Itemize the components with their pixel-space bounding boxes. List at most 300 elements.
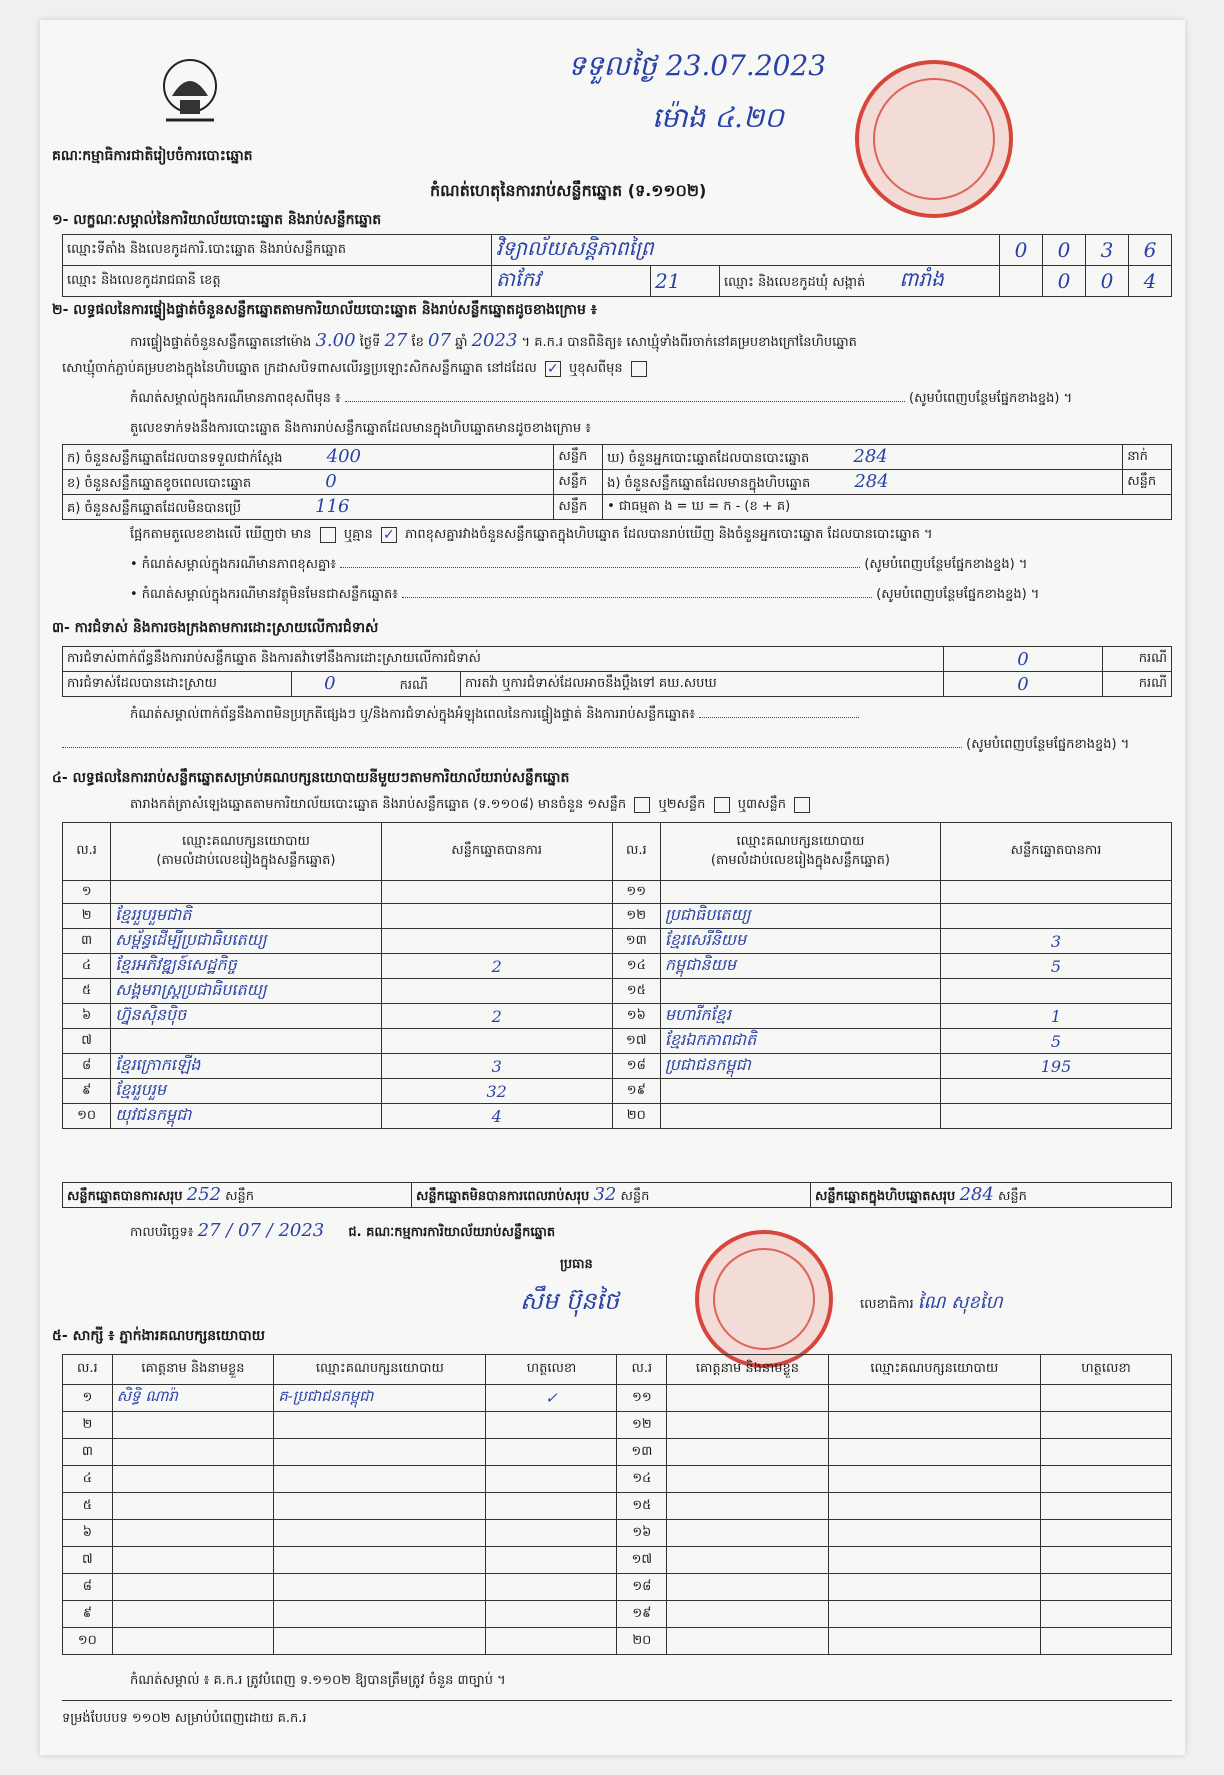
verification-line1 — [130, 330, 1180, 353]
table-row — [63, 929, 1172, 954]
bullet2-dots — [402, 597, 872, 598]
has-difference-checkbox[interactable] — [320, 527, 336, 543]
col-party-text: ឈ្មោះគណបក្សនយោបាយ — [736, 833, 865, 849]
text-three-sheets: ឬ៣សន្លឹក — [737, 797, 786, 812]
verify-time-handwriting: 3.00 — [315, 330, 356, 351]
total-box-value: 284 — [959, 1183, 994, 1205]
party-name: ប្រជាជនកម្ពុជា — [660, 1054, 940, 1079]
party-votes: 3 — [940, 929, 1171, 954]
footer-divider — [62, 1700, 1172, 1701]
table-row — [63, 1520, 1172, 1547]
station-name-handwriting: វិទ្យាល័យសន្តិភាពព្រៃ — [496, 236, 654, 260]
total-box — [811, 1183, 1172, 1208]
date-line — [130, 1220, 555, 1243]
witness-name — [667, 1520, 828, 1547]
text-change-note: កំណត់សម្គាល់ក្នុងករណីមានភាពខុសពីមុន ៖ — [130, 391, 341, 406]
witness-name — [667, 1466, 828, 1493]
row-no: ២០ — [612, 1104, 660, 1129]
verify-month-handwriting: 07 — [428, 330, 451, 351]
row-no: ១៩ — [612, 1079, 660, 1104]
three-sheets-checkbox[interactable] — [794, 797, 810, 813]
row-no: ៦ — [63, 1004, 111, 1029]
witness-party — [274, 1466, 486, 1493]
witness-signature — [1040, 1574, 1171, 1601]
row-no: ៥ — [63, 979, 111, 1004]
objection-label: ការជំទាស់ពាក់ព័ន្ធនឹងការរាប់សន្លឹកឆ្នោត និងការតវ៉ាទៅនឹងការដោះស្រាយលើការជំទាស់ — [63, 647, 944, 672]
party-votes — [381, 904, 612, 929]
footer-text: ទម្រង់បែបបទ ១១០២ សម្រាប់បំពេញដោយ គ.ក.រ — [62, 1711, 307, 1726]
witness-signature — [486, 1493, 617, 1520]
text-subtitle: តារាងកត់ត្រាសំឡេងឆ្នោតតាមការិយាល័យបោះឆ្នោត និងរាប់សន្លឹកឆ្នោត (ទ.១១០៨) មានចំនួន ១សន្លឹក — [130, 797, 627, 812]
unchanged-checkbox[interactable]: ✓ — [545, 361, 561, 377]
col-party-text: ឈ្មោះគណបក្សនយោបាយ — [181, 833, 310, 849]
section3-table — [62, 646, 1172, 697]
station-code-2 — [1043, 235, 1086, 266]
irregularity-line2 — [62, 736, 1172, 755]
figure-kho — [603, 445, 1123, 470]
party-name: មហារីកខ្មែរ — [660, 1004, 940, 1029]
party-name — [111, 881, 381, 904]
text-none: ឬគ្មាន — [343, 527, 373, 542]
witness-signature — [1040, 1466, 1171, 1493]
unit: សន្លឹក — [997, 1188, 1027, 1204]
text-bullet1: • កំណត់សម្គាល់ក្នុងករណីមានភាពខុសគ្នា៖ — [130, 557, 337, 572]
table-row — [63, 1079, 1172, 1104]
col-party-sub: (តាមលំដាប់លេខរៀងក្នុងសន្លឹកឆ្នោត) — [156, 852, 336, 868]
station-code-3 — [1086, 235, 1129, 266]
table-row — [63, 954, 1172, 979]
complaint-value — [944, 672, 1103, 697]
col-sign: ហត្ថលេខា — [486, 1355, 617, 1385]
one-sheet-checkbox[interactable] — [634, 797, 650, 813]
table-row — [63, 1004, 1172, 1029]
witness-party — [828, 1493, 1040, 1520]
bottom-note: កំណត់សម្គាល់ ៖ គ.ក.រ ត្រូវបំពេញ ទ.១១០២ ឱ្យបានត្រឹមត្រូវ ចំនួន ៣ច្បាប់ ។ — [130, 1673, 506, 1688]
label-ngo: ង) ចំនួនសន្លឹកឆ្នោតដែលមានក្នុងហិបឆ្នោត — [607, 475, 811, 491]
irregularity-dots — [699, 717, 859, 718]
resolved-value-handwriting: 0 — [324, 672, 336, 694]
table-row — [63, 1493, 1172, 1520]
text-fill-more: (សូមបំពេញបន្ថែមផ្នែកខាងខ្នង) ។ — [876, 587, 1040, 602]
total-invalid-value: 32 — [593, 1183, 617, 1205]
witness-party — [274, 1601, 486, 1628]
date-value: 27 / 07 / 2023 — [197, 1220, 325, 1241]
changed-checkbox[interactable] — [631, 361, 647, 377]
row-no: ១៦ — [612, 1004, 660, 1029]
col-votes: សន្លឹកឆ្នោតបានការ — [940, 823, 1171, 881]
witness-signature — [486, 1439, 617, 1466]
official-seal-bottom — [695, 1230, 833, 1368]
no-difference-checkbox[interactable]: ✓ — [381, 527, 397, 543]
party-name: ខ្មែររួបរួមជាតិ — [111, 904, 381, 929]
row-no: ៣ — [63, 929, 111, 954]
table-row — [63, 1574, 1172, 1601]
table-row — [63, 1466, 1172, 1493]
province-value — [492, 266, 651, 297]
chair-label: ប្រធាន — [560, 1257, 593, 1272]
witness-name — [112, 1493, 273, 1520]
resolved-value — [292, 672, 461, 697]
commune-name-handwriting: ពារាំង — [899, 267, 944, 291]
row-no: ១៥ — [612, 979, 660, 1004]
code-digit: 6 — [1143, 238, 1157, 262]
value-kha: 0 — [325, 470, 337, 492]
date-label: កាលបរិច្ឆេទ៖ — [130, 1225, 194, 1240]
table-row — [63, 904, 1172, 929]
party-votes: 32 — [381, 1079, 612, 1104]
form-sheet — [40, 20, 1185, 1755]
party-votes: 5 — [940, 1029, 1171, 1054]
row-no: ២ — [63, 1412, 113, 1439]
witness-signature — [486, 1547, 617, 1574]
col-votes: សន្លឹកឆ្នោតបានការ — [381, 823, 612, 881]
party-votes — [940, 1079, 1171, 1104]
text-fill-more: (សូមបំពេញបន្ថែមផ្នែកខាងខ្នង) ។ — [909, 391, 1073, 406]
col-no: ល.រ — [612, 823, 660, 881]
text-fill-more: (សូមបំពេញបន្ថែមផ្នែកខាងខ្នង) ។ — [966, 737, 1130, 752]
secretary-signature: ណៃ សុខហៃ — [917, 1292, 1003, 1313]
witness-signature — [486, 1628, 617, 1655]
party-votes — [381, 979, 612, 1004]
witness-name: សិទ្ធិ ណារ៉ា — [112, 1385, 273, 1412]
witness-party — [274, 1547, 486, 1574]
difference-line — [130, 526, 1180, 545]
form-title: កំណត់ហេតុនៃការរាប់សន្លឹកឆ្នោត (ទ.១១០២) — [430, 181, 707, 200]
party-name: ខ្មែរឯកភាពជាតិ — [660, 1029, 940, 1054]
party-name: ប្រជាធិបតេយ្យ — [660, 904, 940, 929]
witness-signature — [1040, 1547, 1171, 1574]
text-verify-time: ការផ្ទៀងផ្ទាត់ចំនួនសន្លឹកឆ្នោតនៅម៉ោង — [130, 335, 312, 350]
section3-title: ៣- ការជំទាស់ និងការចងក្រងតាមការដោះស្រាយលើការជំទាស់ — [52, 620, 379, 636]
col-party — [660, 823, 940, 881]
bullet-difference — [130, 556, 1180, 575]
col-no: ល.រ — [617, 1355, 667, 1385]
text-verify-rest: ។ គ.ក.រ បានពិនិត្យ៖ សោឃ្មុំទាំងពីរចាក់នៅគម្របខាងក្រៅនៃហិបឆ្នោត — [521, 335, 857, 350]
row-no: ៥ — [63, 1493, 113, 1520]
text-has: ផ្អែកតាមតួលេខខាងលើ ឃើញថា មាន — [130, 527, 312, 542]
received-time-handwriting: ម៉ោង ៤.២០ — [652, 101, 784, 134]
col-party: ឈ្មោះគណបក្សនយោបាយ — [828, 1355, 1040, 1385]
party-votes: 195 — [940, 1054, 1171, 1079]
section4-title: ៤- លទ្ធផលនៃការរាប់សន្លឹកឆ្នោតសម្រាប់គណបក្សនយោបាយនីមួយៗតាមការិយាល័យរាប់សន្លឹកឆ្នោត — [52, 770, 570, 786]
province-label: ឈ្មោះ និងលេខកូដរាជធានី ខេត្ត — [63, 266, 492, 297]
row-no: ១៧ — [612, 1029, 660, 1054]
case-unit: ករណី — [1103, 647, 1172, 672]
witness-name — [112, 1628, 273, 1655]
party-name: ខ្មែររួបរួម — [111, 1079, 381, 1104]
resolved-label: ការជំទាស់ដែលបានដោះស្រាយ — [63, 672, 292, 697]
change-note-line — [130, 390, 1180, 409]
province-name-handwriting: តាកែវ — [496, 267, 541, 291]
figure-ka — [63, 445, 554, 470]
witness-name — [112, 1439, 273, 1466]
row-no: ១៤ — [612, 954, 660, 979]
row-no: ១១ — [617, 1385, 667, 1412]
party-name — [660, 1104, 940, 1129]
row-no: ៤ — [63, 1466, 113, 1493]
table-row — [63, 1054, 1172, 1079]
col-party-sub: (តាមលំដាប់លេខរៀងក្នុងសន្លឹកឆ្នោត) — [710, 852, 890, 868]
office-label: ជ. គណៈកម្មការការិយាល័យរាប់សន្លឹកឆ្នោត — [348, 1225, 556, 1240]
table-row — [63, 1601, 1172, 1628]
witness-signature — [1040, 1493, 1171, 1520]
witness-name — [667, 1439, 828, 1466]
witness-signature — [1040, 1439, 1171, 1466]
row-no: ១ — [63, 1385, 113, 1412]
section2-title: ២- លទ្ធផលនៃការផ្ទៀងផ្ទាត់ចំនួនសន្លឹកឆ្នោតតាមការិយាល័យបោះឆ្នោត និងរាប់សន្លឹកឆ្នោតដូចខាងក្រោម ៖ — [52, 302, 597, 318]
objection-value — [944, 647, 1103, 672]
commune-code-blank — [1000, 266, 1043, 297]
witness-name — [667, 1547, 828, 1574]
verify-year-handwriting: 2023 — [471, 330, 518, 351]
totals-table — [62, 1182, 1172, 1208]
witness-party — [274, 1628, 486, 1655]
witness-party — [828, 1466, 1040, 1493]
party-votes: 1 — [940, 1004, 1171, 1029]
witness-signature — [486, 1574, 617, 1601]
section4-subtitle — [130, 796, 814, 815]
col-party — [111, 823, 381, 881]
code-digit: 4 — [1143, 269, 1157, 293]
code-digit: 0 — [1014, 238, 1028, 262]
value-ka: 400 — [326, 445, 362, 467]
row-no: ២ — [63, 904, 111, 929]
unit: សន្លឹក — [620, 1188, 650, 1204]
emblem-logo — [158, 56, 222, 126]
figures-table — [62, 444, 1172, 520]
row-no: ១៩ — [617, 1601, 667, 1628]
party-name: ខ្មែរអភិវឌ្ឍន៍សេដ្ឋកិច្ច — [111, 954, 381, 979]
party-name: ខ្មែរសេរីនិយម — [660, 929, 940, 954]
figure-kha — [63, 470, 554, 495]
witness-signature — [486, 1601, 617, 1628]
station-code-4 — [1129, 235, 1172, 266]
text-month: ខែ — [411, 335, 424, 350]
party-votes — [940, 881, 1171, 904]
row-no: ៨ — [63, 1574, 113, 1601]
witness-table — [62, 1354, 1172, 1655]
official-seal-top — [855, 60, 1013, 218]
text-difference: ភាពខុសគ្នារវាងចំនួនសន្លឹកឆ្នោតក្នុងហិបឆ្នោត ដែលបានរាប់ឃើញ និងចំនួនអ្នកបោះឆ្នោត ដែលបានបោះឆ្នោត ។ — [405, 527, 933, 542]
text-irregularity: កំណត់សម្គាល់ពាក់ព័ន្ធនឹងភាពមិនប្រក្រតីផ្សេងៗ ឬ/និងការជំទាស់ក្នុងអំឡុងពេលនៃការផ្ទៀងផ្ទាត់ និងការរាប់សន្លឹកឆ្នោត៖ — [130, 707, 696, 722]
two-sheets-checkbox[interactable] — [714, 797, 730, 813]
witness-party — [828, 1385, 1040, 1412]
station-value — [492, 235, 1000, 266]
party-name — [660, 1079, 940, 1104]
table-row — [63, 1628, 1172, 1655]
witness-name — [112, 1520, 273, 1547]
witness-name — [112, 1574, 273, 1601]
commune-code-1 — [1043, 266, 1086, 297]
witness-name — [112, 1466, 273, 1493]
row-no: ៧ — [63, 1547, 113, 1574]
witness-party — [828, 1574, 1040, 1601]
figure-ko — [63, 495, 554, 520]
party-name — [660, 881, 940, 904]
text-changed: ឬខុសពីមុន — [568, 361, 623, 376]
figures-intro: តួលេខទាក់ទងនឹងការបោះឆ្នោត និងការរាប់សន្លឹកឆ្នោតដែលមានក្នុងហិបឆ្នោតមានដូចខាងក្រោម ៖ — [130, 421, 591, 436]
station-label: ឈ្មោះទីតាំង និងលេខកូដការិ.បោះឆ្នោត និងរាប់សន្លឹកឆ្នោត — [63, 235, 492, 266]
row-no: ១ — [63, 881, 111, 904]
witness-party — [828, 1547, 1040, 1574]
table-row — [63, 1029, 1172, 1054]
party-name: កម្ពុជានិយម — [660, 954, 940, 979]
witness-party — [274, 1520, 486, 1547]
committee-name: គណៈកម្មាធិការជាតិរៀបចំការបោះឆ្នោត — [52, 148, 253, 164]
received-date-handwriting: ទទួលថ្ងៃ 23.07.2023 — [568, 49, 827, 82]
row-no: ៣ — [63, 1439, 113, 1466]
change-note-dots — [345, 401, 905, 402]
witness-party — [274, 1493, 486, 1520]
party-votes — [381, 881, 612, 904]
row-no: ៧ — [63, 1029, 111, 1054]
label-ko: គ) ចំនួនសន្លឹកឆ្នោតដែលមិនបានប្រើ — [67, 500, 241, 516]
complaint-value-handwriting: 0 — [1017, 673, 1029, 695]
party-name: សង្គមរាស្ត្រប្រជាធិបតេយ្យ — [111, 979, 381, 1004]
row-no: ១២ — [612, 904, 660, 929]
col-sign: ហត្ថលេខា — [1040, 1355, 1171, 1385]
witness-name — [667, 1412, 828, 1439]
col-name: គោត្តនាម និងនាមខ្លួន — [667, 1355, 828, 1385]
party-votes — [940, 904, 1171, 929]
row-no: ១៨ — [612, 1054, 660, 1079]
party-votes: 4 — [381, 1104, 612, 1129]
witness-party — [828, 1520, 1040, 1547]
chair-signature: សឹម ប៊ុនថៃ — [520, 1287, 620, 1315]
table-row — [63, 1439, 1172, 1466]
row-no: ១០ — [63, 1104, 111, 1129]
witness-party — [274, 1412, 486, 1439]
witness-name — [667, 1385, 828, 1412]
witness-party — [274, 1439, 486, 1466]
witness-name — [667, 1601, 828, 1628]
witness-name — [667, 1493, 828, 1520]
total-valid — [63, 1183, 412, 1208]
commune-label-text: ឈ្មោះ និងលេខកូដឃុំ សង្កាត់ — [724, 275, 866, 290]
label-kha: ខ) ចំនួនសន្លឹកឆ្នោតខូចពេលបោះឆ្នោត — [67, 475, 252, 491]
value-kho: 284 — [853, 445, 888, 467]
secretary-label: លេខាធិការ — [860, 1297, 914, 1312]
row-no: ១៦ — [617, 1520, 667, 1547]
verification-line2 — [62, 360, 1172, 379]
col-no: ល.រ — [63, 1355, 113, 1385]
row-no: ១៨ — [617, 1574, 667, 1601]
party-name — [111, 1029, 381, 1054]
text-fill-more: (សូមបំពេញបន្ថែមផ្នែកខាងខ្នង) ។ — [864, 557, 1028, 572]
table-row — [63, 1547, 1172, 1574]
commune-code-2 — [1086, 266, 1129, 297]
witness-name — [112, 1412, 273, 1439]
witness-party: គ-ប្រជាជនកម្ពុជា — [274, 1385, 486, 1412]
row-no: ១៥ — [617, 1493, 667, 1520]
witness-party — [828, 1628, 1040, 1655]
text-bullet2: • កំណត់សម្គាល់ក្នុងករណីមានវត្ថុមិនមែនជាសន្លឹកឆ្នោត៖ — [130, 587, 398, 602]
witness-name — [112, 1547, 273, 1574]
text-two-sheets: ឬ២សន្លឹក — [658, 797, 706, 812]
witness-signature — [486, 1466, 617, 1493]
party-votes — [940, 979, 1171, 1004]
witness-signature — [1040, 1385, 1171, 1412]
label-ka: ក) ចំនួនសន្លឹកឆ្នោតដែលបានទទួលជាក់ស្តែង — [67, 450, 283, 466]
row-no: ៨ — [63, 1054, 111, 1079]
row-no: ៦ — [63, 1520, 113, 1547]
total-valid-value: 252 — [186, 1183, 222, 1205]
code-digit: 3 — [1100, 238, 1114, 262]
party-name: យុវជនកម្ពុជា — [111, 1104, 381, 1129]
witness-party — [828, 1412, 1040, 1439]
text-seal-status: សោឃ្មុំចាក់ភ្ជាប់គម្របខាងក្នុងនៃហិបឆ្នោត ក្រដាសបិទពាសលើរន្ធប្រឡោះសិកសន្លឹកឆ្នោត នៅដដែល — [62, 361, 537, 376]
row-no: ១៧ — [617, 1547, 667, 1574]
table-row — [63, 1412, 1172, 1439]
witness-name — [112, 1601, 273, 1628]
votes-table — [62, 822, 1172, 1129]
bullet-objects — [130, 586, 1180, 605]
witness-party — [828, 1601, 1040, 1628]
unit-ka: សន្លឹក — [554, 445, 603, 470]
row-no: ១០ — [63, 1628, 113, 1655]
figure-ngo — [603, 470, 1123, 495]
section5-title: ៥- សាក្សី ៖ ភ្នាក់ងារគណបក្សនយោបាយ — [52, 1328, 266, 1344]
row-no: ៩ — [63, 1079, 111, 1104]
party-votes — [381, 1029, 612, 1054]
province-number-handwriting: 21 — [655, 269, 681, 293]
irregularity-note — [130, 706, 1180, 725]
witness-signature — [1040, 1628, 1171, 1655]
party-name: សម្ព័ន្ធដើម្បីប្រជាធិបតេយ្យ — [111, 929, 381, 954]
witness-signature — [1040, 1601, 1171, 1628]
code-digit: 0 — [1100, 269, 1114, 293]
party-votes: 3 — [381, 1054, 612, 1079]
complaint-label: ការតវ៉ា ឬការជំទាស់ដែលអាចនឹងប្តឹងទៅ គឃ.សបឃ — [461, 672, 944, 697]
commune-code-3 — [1129, 266, 1172, 297]
witness-party — [274, 1574, 486, 1601]
unit-kha: សន្លឹក — [554, 470, 603, 495]
party-votes — [940, 1104, 1171, 1129]
witness-signature — [486, 1412, 617, 1439]
unit: សន្លឹក — [225, 1188, 255, 1204]
code-digit: 0 — [1057, 269, 1071, 293]
formula: • ជាធម្មតា ង = ឃ = ក - (ខ + គ) — [603, 495, 1172, 520]
total-invalid — [412, 1183, 811, 1208]
objection-value-handwriting: 0 — [1017, 648, 1029, 670]
total-valid-label: សន្លឹកឆ្នោតបានការសរុប — [67, 1188, 183, 1204]
section1-title: ១- លក្ខណៈសម្គាល់នៃការិយាល័យបោះឆ្នោត និងរាប់សន្លឹកឆ្នោត — [52, 212, 382, 228]
text-year: ឆ្នាំ — [455, 335, 468, 350]
row-no: ១២ — [617, 1412, 667, 1439]
row-no: ១៣ — [612, 929, 660, 954]
code-digit: 0 — [1057, 238, 1071, 262]
row-no: ១៣ — [617, 1439, 667, 1466]
label-kho: ឃ) ចំនួនអ្នកបោះឆ្នោតដែលបានបោះឆ្នោត — [607, 450, 810, 466]
value-ngo: 284 — [854, 470, 889, 492]
col-name: គោត្តនាម និងនាមខ្លួន — [112, 1355, 273, 1385]
table-row — [63, 881, 1172, 904]
province-number — [651, 266, 720, 297]
table-row — [63, 979, 1172, 1004]
witness-signature: ✓ — [486, 1385, 617, 1412]
row-no: ៤ — [63, 954, 111, 979]
party-votes: 2 — [381, 954, 612, 979]
party-votes: 5 — [940, 954, 1171, 979]
witness-signature — [1040, 1520, 1171, 1547]
row-no: ៩ — [63, 1601, 113, 1628]
party-name: ហ្វ៊ុនស៊ិនប៉ិច — [111, 1004, 381, 1029]
col-no: ល.រ — [63, 823, 111, 881]
value-ko: 116 — [315, 495, 350, 517]
text-day: ថ្ងៃទី — [359, 335, 381, 350]
total-invalid-label: សន្លឹកឆ្នោតមិនបានការពេលរាប់សរុប — [416, 1188, 590, 1204]
witness-party — [828, 1439, 1040, 1466]
